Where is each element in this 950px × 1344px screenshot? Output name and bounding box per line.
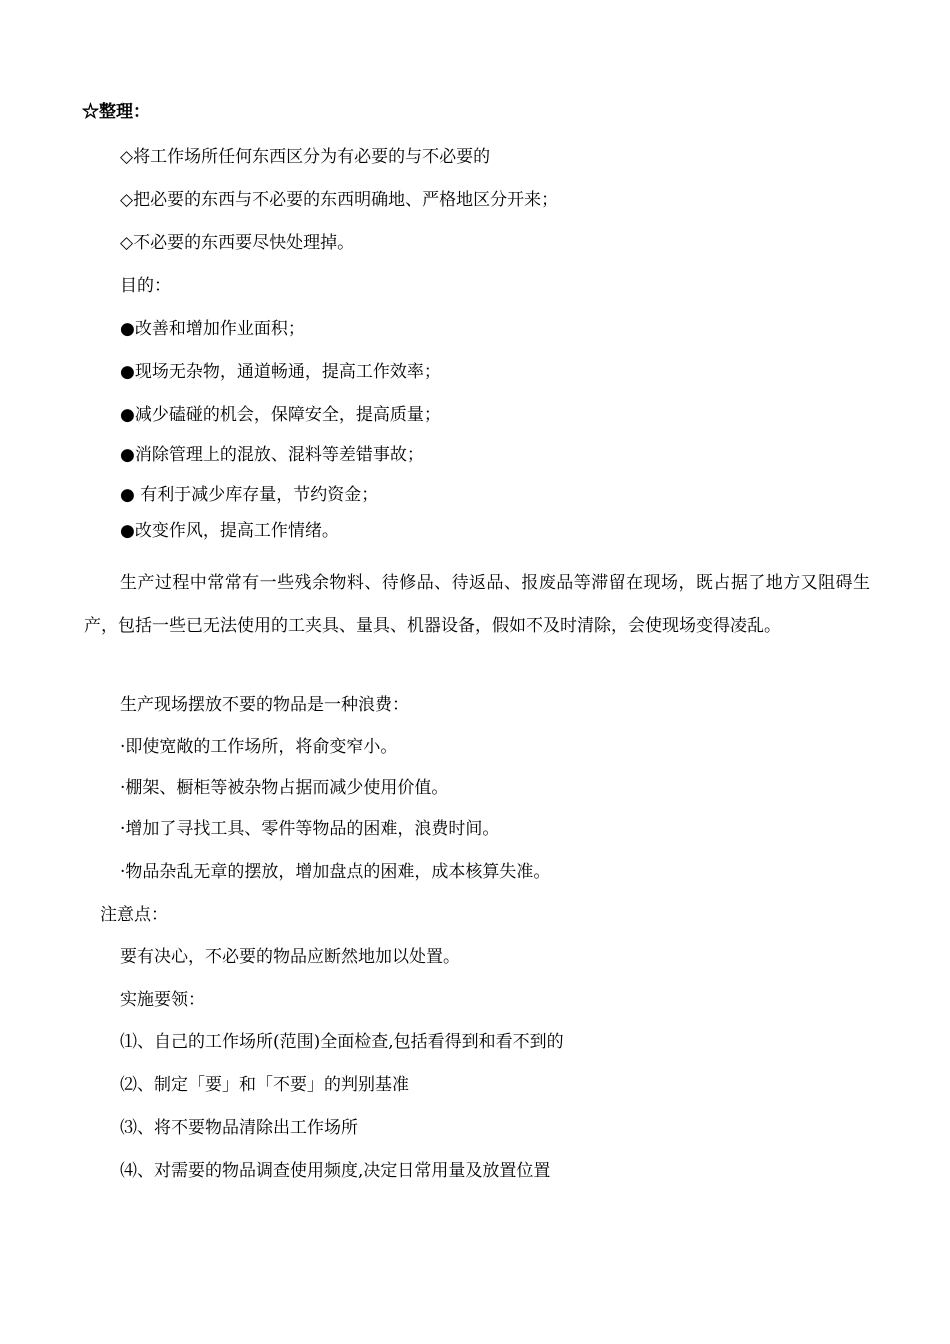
- body-paragraph: 生产过程中常常有一些残余物料、待修品、待返品、报废品等滞留在现场，既占据了地方又阻碍生产，包括一些已无法使用的工夹具、量具、机器设备，假如不及时清除，会使现场变得凌乱。: [84, 573, 870, 636]
- notes-label: 注意点：: [100, 905, 168, 925]
- purpose-item: ●消除管理上的混放、混料等差错事故；: [120, 445, 424, 465]
- implementation-item: ⑵、制定「要」和「不要」的判别基准: [120, 1075, 409, 1095]
- waste-item: ·棚架、橱柜等被杂物占据而减少使用价值。: [120, 778, 449, 798]
- purpose-item: ●减少磕碰的机会，保障安全，提高质量；: [120, 405, 441, 425]
- purpose-label: 目的：: [120, 276, 171, 296]
- purpose-item: ●现场无杂物，通道畅通，提高工作效率；: [120, 362, 441, 382]
- section-title: ☆整理：: [82, 102, 150, 122]
- implementation-label: 实施要领：: [120, 990, 205, 1010]
- definition-item: ◇不必要的东西要尽快处理掉。: [120, 233, 355, 253]
- implementation-item: ⑷、对需要的物品调查使用频度,决定日常用量及放置位置: [120, 1161, 551, 1181]
- implementation-item: ⑶、将不要物品清除出工作场所: [120, 1118, 358, 1138]
- purpose-item: ●改善和增加作业面积；: [120, 319, 305, 339]
- waste-label: 生产现场摆放不要的物品是一种浪费：: [120, 695, 409, 715]
- implementation-item: ⑴、自己的工作场所(范围)全面检查,包括看得到和看不到的: [120, 1032, 564, 1052]
- definition-item: ◇把必要的东西与不必要的东西明确地、严格地区分开来；: [120, 190, 559, 210]
- waste-item: ·物品杂乱无章的摆放，增加盘点的困难，成本核算失准。: [120, 862, 551, 882]
- purpose-item: ●改变作风，提高工作情绪。: [120, 521, 339, 541]
- notes-text: 要有决心，不必要的物品应断然地加以处置。: [120, 947, 460, 967]
- waste-item: ·即使宽敞的工作场所，将俞变窄小。: [120, 737, 398, 757]
- definition-item: ◇将工作场所任何东西区分为有必要的与不必要的: [120, 147, 491, 167]
- waste-item: ·增加了寻找工具、零件等物品的困难，浪费时间。: [120, 819, 500, 839]
- purpose-item: ● 有利于减少库存量，节约资金；: [120, 485, 379, 505]
